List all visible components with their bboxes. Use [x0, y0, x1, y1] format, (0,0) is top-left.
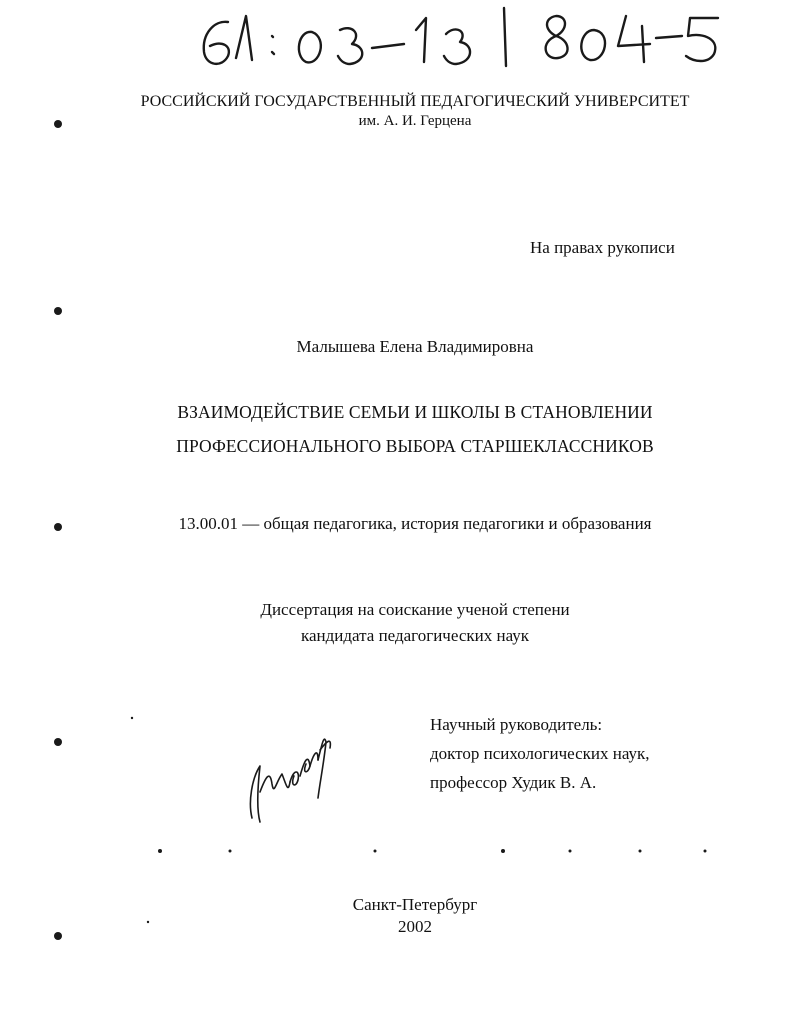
title-line-1: ВЗАИМОДЕЙСТВИЕ СЕМЬИ И ШКОЛЫ В СТАНОВЛЕНИИ — [177, 402, 653, 422]
degree-line-2: кандидата педагогических наук — [300, 626, 530, 645]
imprint — [300, 894, 530, 938]
dissertation-title — [120, 395, 710, 463]
university-dedication: им. А. И. Герцена — [358, 113, 472, 129]
city: Санкт-Петербург — [352, 895, 478, 914]
supervisor-block — [430, 710, 650, 797]
author-name: Малышева Елена Владимировна — [296, 337, 534, 356]
handwritten-archive-code — [0, 0, 799, 90]
specialty-code: 13.00.01 — общая педагогика, история педагогики и образования — [178, 514, 652, 533]
university-name: РОССИЙСКИЙ ГОСУДАРСТВЕННЫЙ ПЕДАГОГИЧЕСКИЙ УНИВЕРСИТЕТ — [140, 93, 690, 110]
supervisor-name: профессор Худик В. А. — [430, 773, 597, 792]
author-signature — [238, 722, 358, 842]
degree-line-1: Диссертация на соискание ученой степени — [260, 600, 570, 619]
manuscript-rights-note: На правах рукописи — [530, 238, 675, 257]
supervisor-heading: Научный руководитель: — [430, 715, 603, 734]
year: 2002 — [398, 917, 432, 936]
title-line-2: ПРОФЕССИОНАЛЬНОГО ВЫБОРА СТАРШЕКЛАССНИКОВ — [176, 436, 654, 456]
supervisor-degree: доктор психологических наук, — [430, 744, 650, 763]
degree-block — [200, 597, 630, 649]
